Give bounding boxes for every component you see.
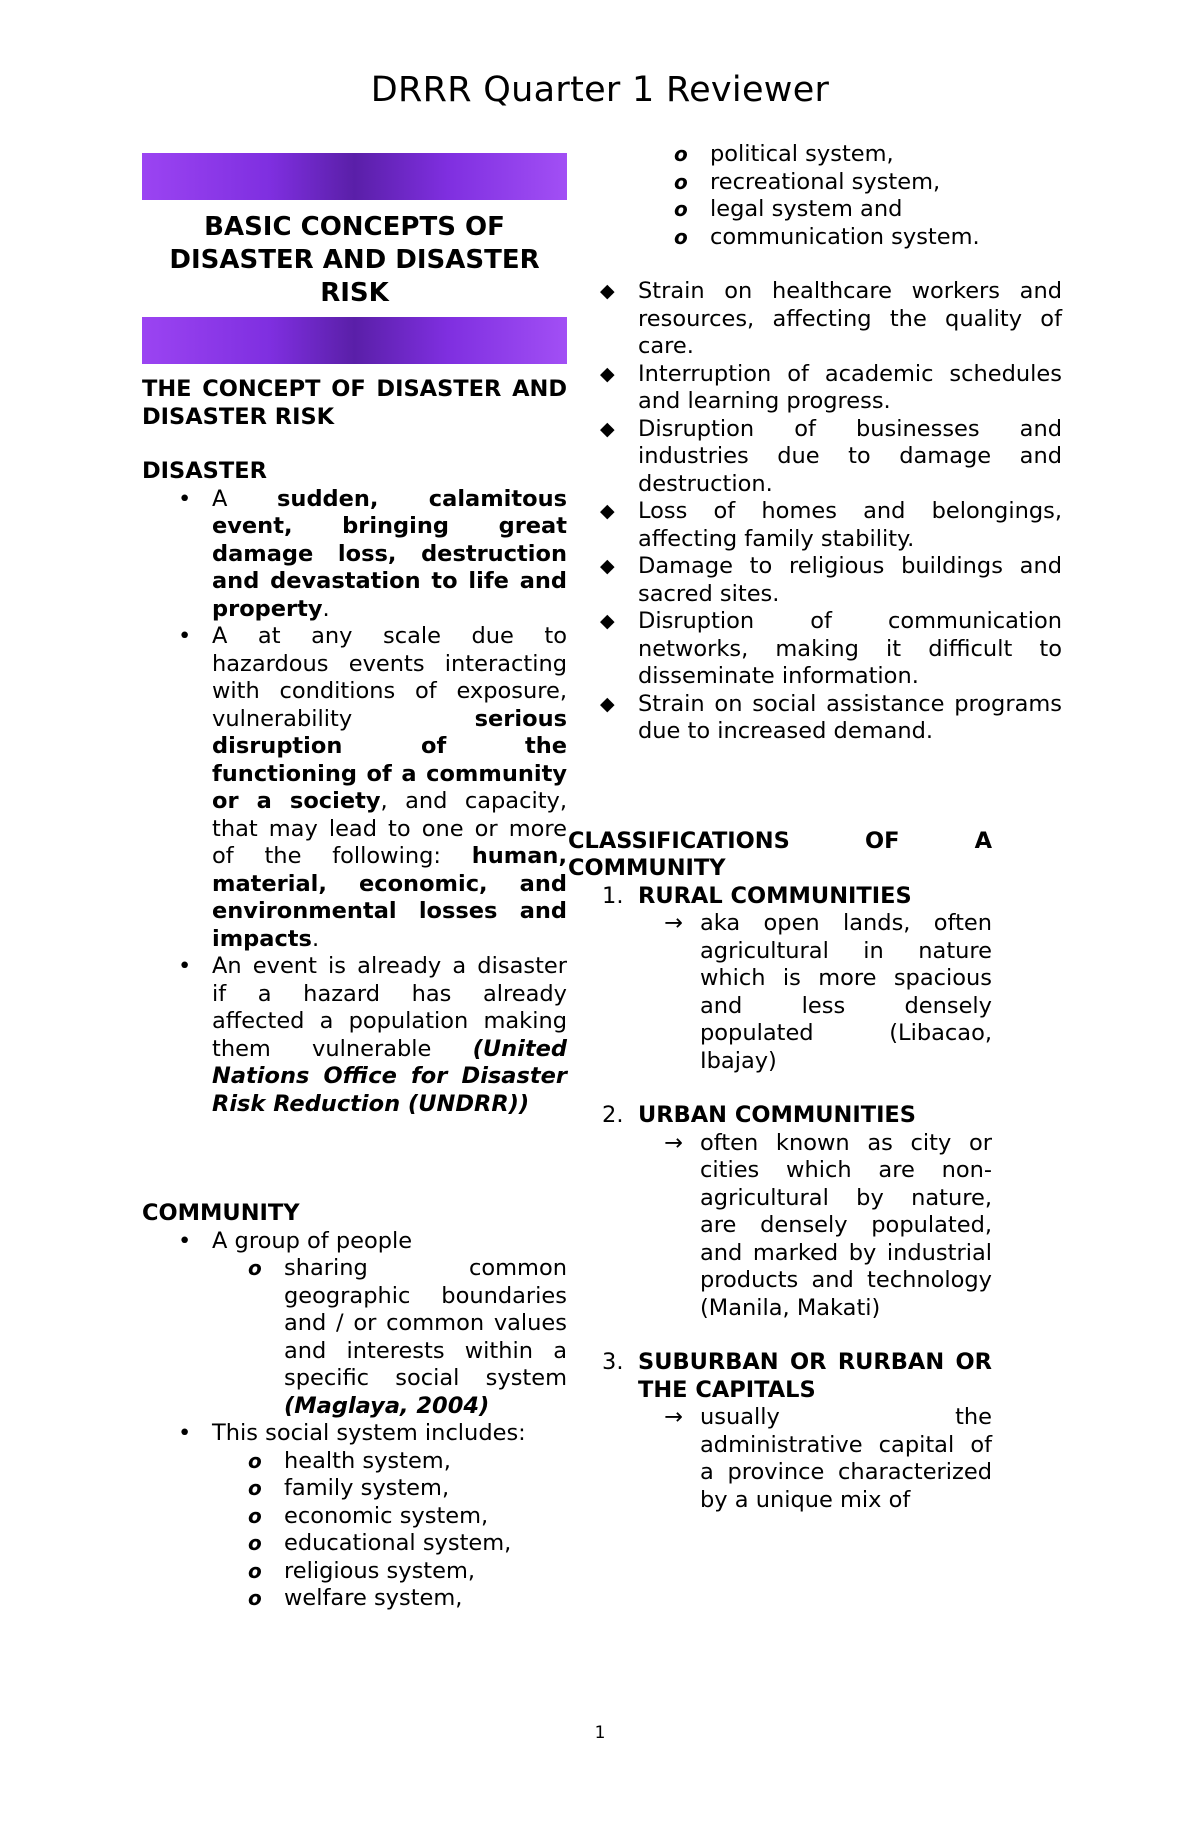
community-definition: [142, 1228, 567, 1421]
community-heading: COMMUNITY: [142, 1200, 300, 1226]
circle-marker: o: [674, 142, 688, 166]
text: recreational system,: [710, 168, 941, 195]
circle-marker: o: [248, 1503, 262, 1528]
circle-marker: o: [248, 1256, 262, 1280]
diamond-marker: ◆: [600, 610, 615, 632]
circle-marker: o: [674, 224, 688, 249]
bold-text: human, material, economic, and environmental losses and impacts: [212, 843, 567, 952]
impact-item: [568, 361, 1062, 416]
diamond-marker: ◆: [600, 280, 615, 302]
impacts-list: [568, 278, 1062, 746]
systems-list: [142, 1448, 567, 1613]
community-subpoint: [212, 1255, 567, 1420]
classifications-section: [568, 828, 992, 1515]
circle-marker: o: [248, 1476, 262, 1500]
text: political system,: [710, 141, 894, 167]
classification-desc-list: [638, 910, 992, 1075]
text: .: [311, 925, 320, 952]
text: Interruption of academic schedules and learning progress.: [638, 360, 1062, 414]
text: educational system,: [284, 1530, 512, 1556]
classification-title: RURAL COMMUNITIES: [638, 882, 912, 909]
banner-top-band: [142, 153, 567, 200]
classification-desc: [638, 910, 992, 1075]
arrow-marker: →: [664, 1404, 683, 1430]
community-list: [142, 1228, 567, 1613]
text: health system,: [284, 1447, 451, 1474]
text: An event is already a disaster if a hazard has already affected a population making them vulnerable: [212, 953, 567, 1062]
bullet-marker: •: [178, 485, 192, 512]
text: Disruption of businesses and industries due to damage and destruction.: [638, 415, 1062, 497]
text: A group of people: [212, 1227, 413, 1254]
citation: (Maglaya, 2004): [284, 1392, 490, 1419]
social-system-intro: [142, 1420, 567, 1613]
text: , and capacity, that may lead to one or more of the following:: [212, 788, 567, 869]
circle-marker: o: [248, 1448, 262, 1473]
circle-marker: o: [248, 1531, 262, 1555]
bold-text: serious disruption of the functioning of a community or a society: [212, 705, 567, 814]
classification-desc: [638, 1130, 992, 1323]
system-item: [638, 141, 1062, 169]
text: economic system,: [284, 1502, 489, 1529]
bullet-marker: •: [178, 1227, 192, 1254]
diamond-marker: ◆: [600, 362, 615, 385]
disaster-heading: DISASTER: [142, 458, 267, 484]
classification-item-rural: [568, 883, 992, 1076]
text: Disruption of communication networks, making it difficult to disseminate information.: [638, 608, 1062, 689]
circle-marker: o: [248, 1558, 262, 1583]
text: often known as city or cities which are non-agricultural by nature, are densely populated, and marked by industrial products and technology (Manila, Makati): [700, 1129, 992, 1321]
banner-title: BASIC CONCEPTS OF DISASTER AND DISASTER RISK: [169, 212, 540, 308]
impact-item: [568, 278, 1062, 361]
text: sharing common geographic boundaries and / or common values and interests within a specific social system: [284, 1255, 567, 1391]
bold-text: sudden, calamitous event, bringing great damage loss, destruction and devastation to life and property: [212, 485, 567, 622]
citation: (United Nations Office for Disaster Risk Reduction (UNDRR)): [212, 1035, 567, 1117]
text: A: [212, 485, 278, 512]
text: Loss of homes and belongings, affecting family stability.: [638, 498, 1062, 552]
system-item: [212, 1530, 567, 1558]
system-item: [638, 169, 1062, 197]
disaster-definition-1: [142, 486, 567, 624]
system-item: [638, 196, 1062, 224]
classification-item-suburban: [568, 1349, 992, 1514]
number-marker: 3.: [602, 1349, 624, 1375]
circle-marker: o: [248, 1586, 262, 1610]
impact-item: [568, 498, 1062, 553]
arrow-marker: →: [664, 1129, 683, 1156]
impact-item: [568, 608, 1062, 691]
text: religious system,: [284, 1557, 476, 1584]
text: legal system and: [710, 196, 903, 222]
text: family system,: [284, 1475, 450, 1501]
text: aka open lands, often agricultural in nature which is more spacious and less densely populated (Libacao, Ibajay): [700, 910, 992, 1074]
systems-list-continued: [638, 141, 1062, 251]
diamond-marker: ◆: [600, 500, 615, 522]
text: Strain on social assistance programs due to increased demand.: [638, 690, 1062, 744]
system-item: [212, 1585, 567, 1613]
concept-heading: THE CONCEPT OF DISASTER AND DISASTER RISK: [142, 376, 567, 430]
system-item: [638, 224, 1062, 252]
impact-item: [568, 416, 1062, 499]
diamond-marker: ◆: [600, 417, 615, 440]
banner-bottom-band: [142, 317, 567, 364]
right-column: [568, 141, 1062, 1514]
text: usually the administrative capital of a province characterized by a unique mix of: [700, 1404, 992, 1513]
bullet-marker: •: [178, 953, 192, 979]
classification-title: URBAN COMMUNITIES: [638, 1102, 917, 1128]
disaster-list: [142, 486, 567, 1119]
classification-desc-list: [638, 1130, 992, 1323]
diamond-marker: ◆: [600, 692, 615, 715]
arrow-marker: →: [664, 910, 683, 936]
classification-title: SUBURBAN OR RURBAN OR THE CAPITALS: [638, 1349, 992, 1403]
system-item: [212, 1448, 567, 1476]
disaster-definition-3: [142, 953, 567, 1118]
classifications-heading: CLASSIFICATIONS OF A COMMUNITY: [568, 827, 992, 881]
text: Strain on healthcare workers and resources, affecting the quality of care.: [638, 278, 1062, 359]
page-title: DRRR Quarter 1 Reviewer: [370, 70, 830, 110]
text: welfare system,: [284, 1585, 463, 1611]
number-marker: 2.: [602, 1102, 624, 1128]
classification-item-urban: [568, 1102, 992, 1322]
classifications-list: [568, 883, 992, 1515]
bullet-marker: •: [178, 1420, 192, 1446]
text: A at any scale due to hazardous events interacting with conditions of exposure, vulnerability: [212, 623, 567, 732]
left-column: [142, 153, 567, 1613]
circle-marker: o: [674, 169, 688, 194]
disaster-definition-2: [142, 623, 567, 953]
community-sublist: [142, 1255, 567, 1420]
page-number: 1: [594, 1723, 606, 1743]
classification-desc-list: [638, 1404, 992, 1514]
system-item: [212, 1475, 567, 1503]
diamond-marker: ◆: [600, 555, 615, 577]
text: Damage to religious buildings and sacred sites.: [638, 553, 1062, 607]
text: This social system includes:: [212, 1420, 526, 1446]
classification-desc: [638, 1404, 992, 1514]
text: .: [322, 595, 330, 622]
text: communication system.: [710, 223, 980, 250]
impact-item: [568, 553, 1062, 608]
bullet-marker: •: [178, 623, 192, 649]
number-marker: 1.: [602, 882, 624, 909]
system-item: [212, 1558, 567, 1586]
system-item: [212, 1503, 567, 1531]
impact-item: [568, 691, 1062, 746]
circle-marker: o: [674, 197, 688, 221]
